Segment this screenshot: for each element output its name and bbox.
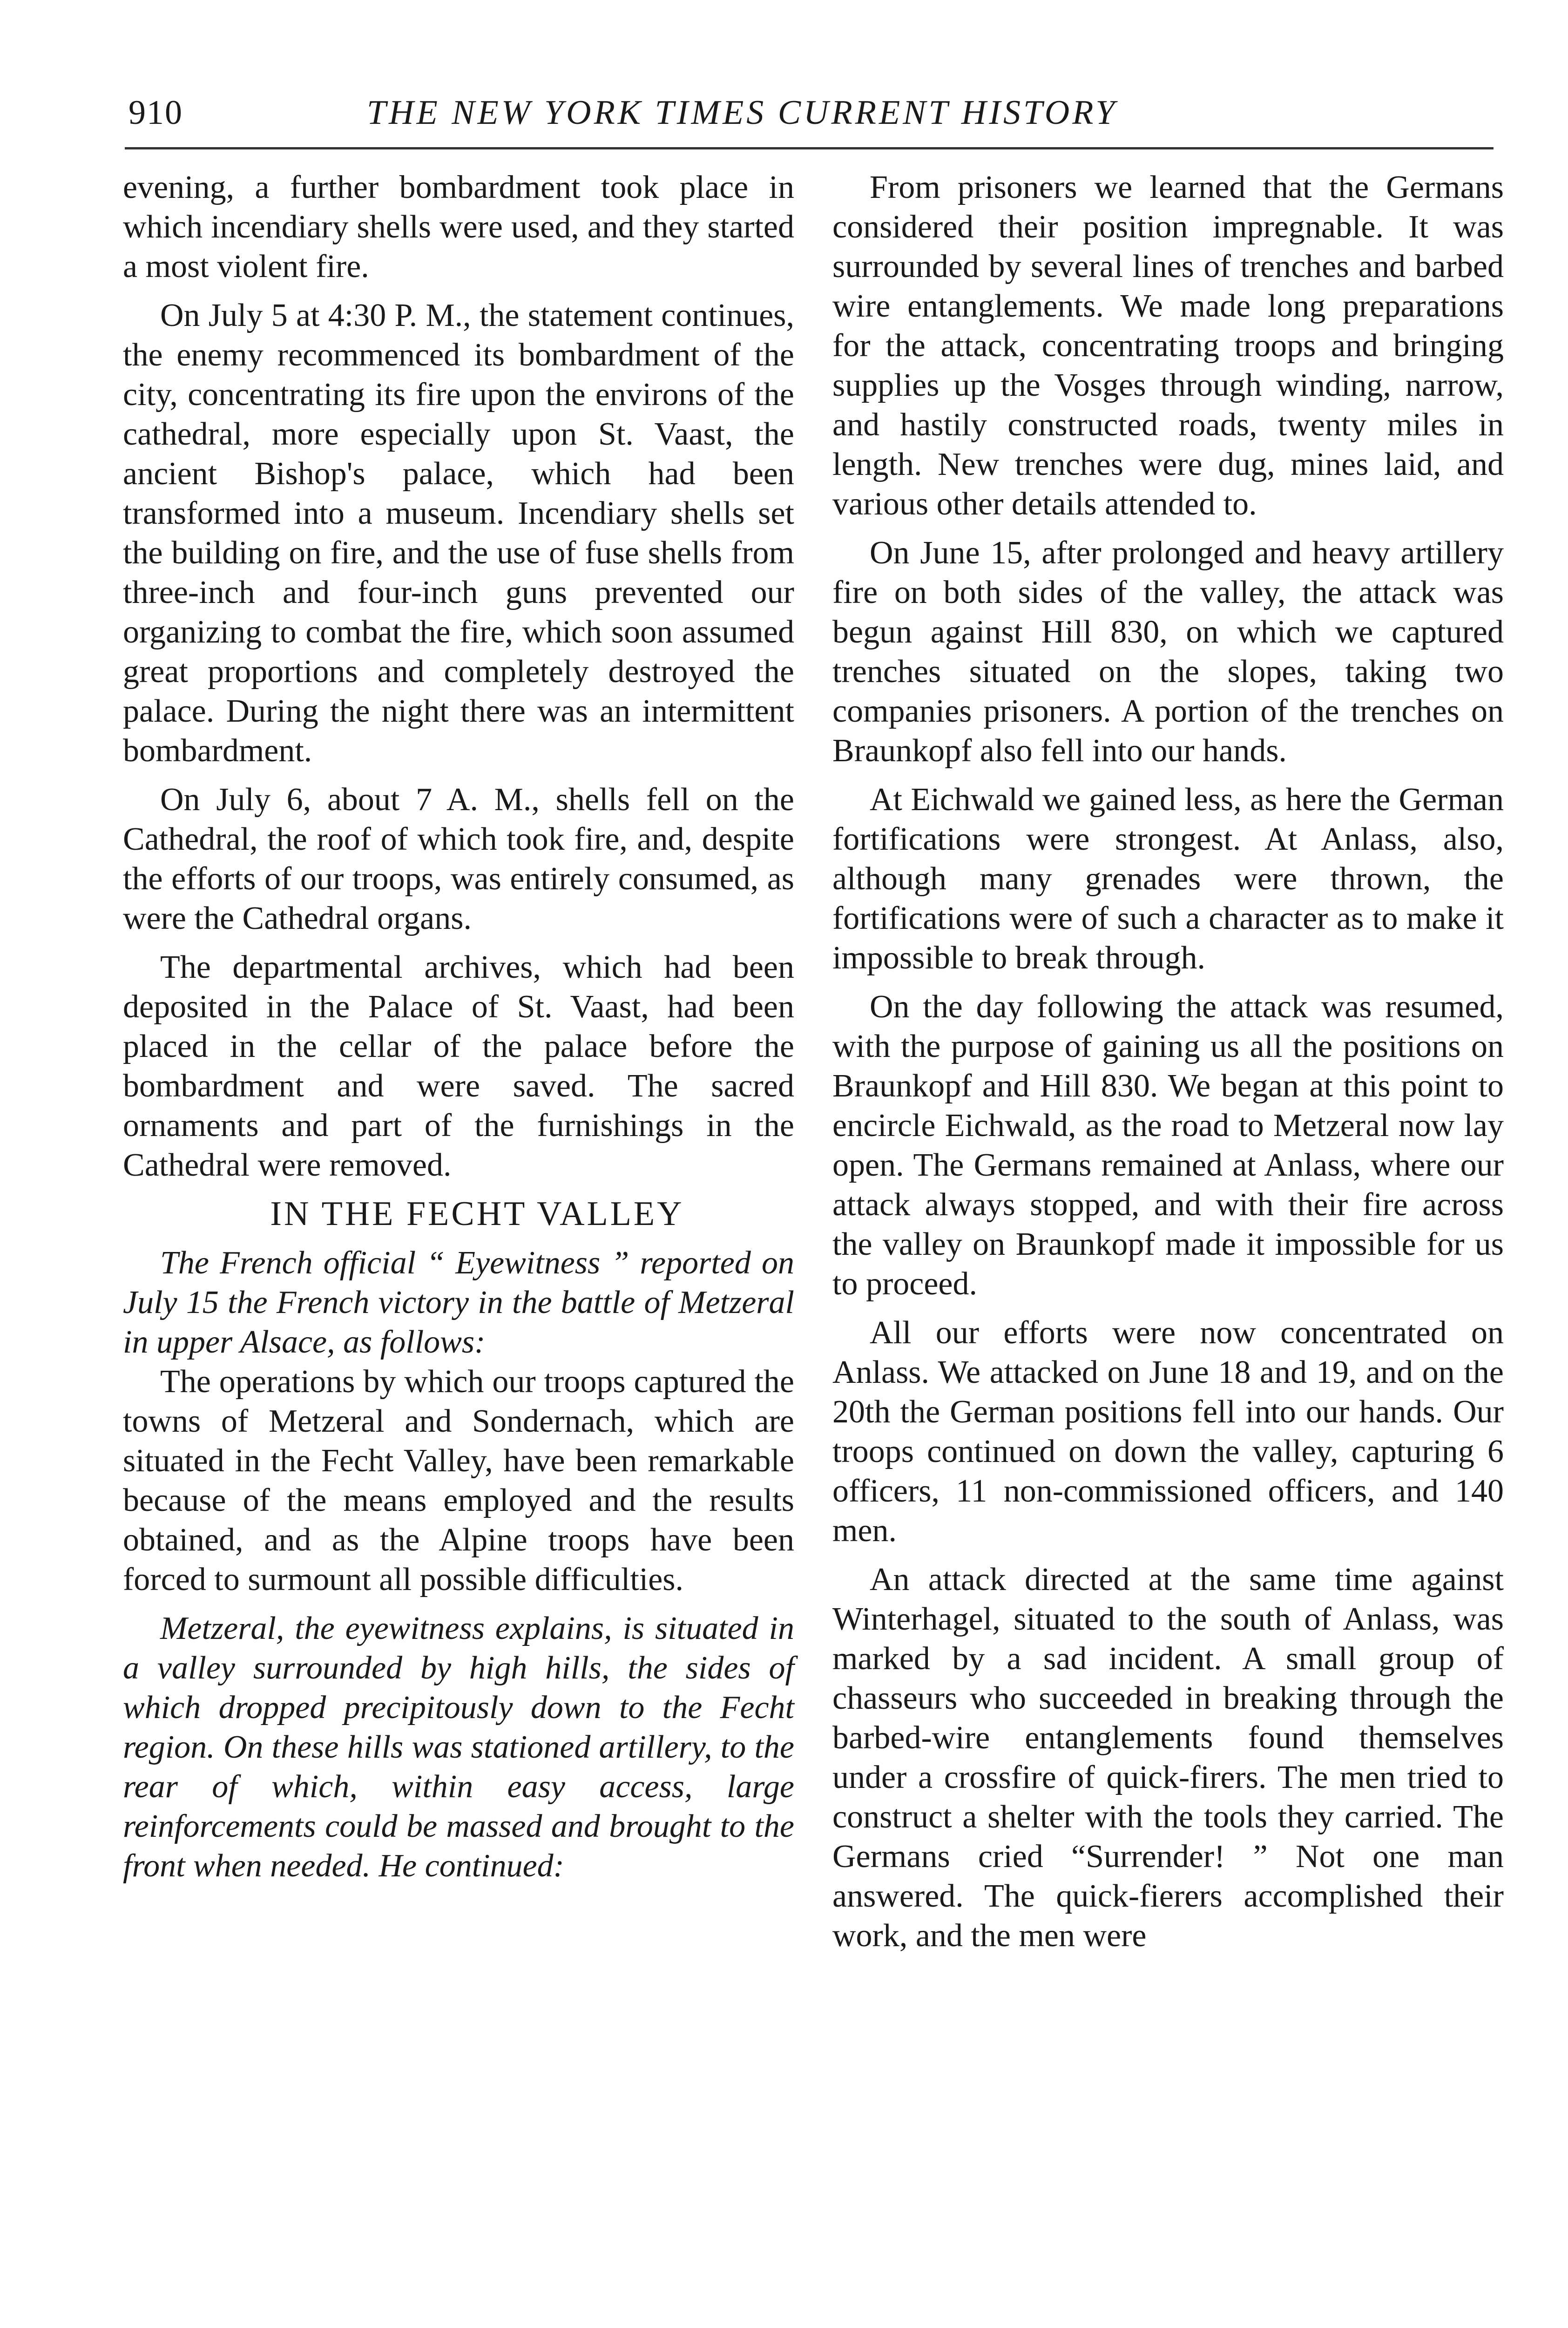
left-column bbox=[123, 168, 794, 1895]
paragraph: From prisoners we learned that the Germans considered their position impregnable. It was surrounded by several lines of trenches and barbed wire entanglements. We made long preparations for the attack, concentrating troops and bringing supplies up the Vosges through winding, narrow, and hastily constructed roads, twenty miles in length. New trenches were dug, mines laid, and various other details attended to. bbox=[832, 169, 1504, 522]
paragraph: On June 15, after prolonged and heavy artillery fire on both sides of the valley, the attack was begun against Hill 830, on which we captured trenches situated on the slopes, taking two companies prisoners. A portion of the trenches on Braunkopf also fell into our hands. bbox=[832, 535, 1504, 769]
paragraph: On July 5 at 4:30 P. M., the statement continues, the enemy recommenced its bombardment of the city, concentrating its fire upon the environs of the cathedral, more especially upon St. Vaast, the ancient Bishop's palace, which had been transformed into a museum. Incendiary shells set the building on fire, and the use of fuse shells from three-inch and four-inch guns prevented our organizing to combat the fire, which soon assumed great proportions and completely destroyed the palace. During the night there was an intermittent bombardment. bbox=[123, 298, 794, 769]
paragraph: On July 6, about 7 A. M., shells fell on the Cathedral, the roof of which took fire, and, despite the efforts of our troops, was entirely consumed, as were the Cathedral organs. bbox=[123, 782, 794, 936]
right-column bbox=[832, 168, 1504, 1965]
page-number: 910 bbox=[128, 94, 183, 132]
running-title: THE NEW YORK TIMES CURRENT HISTORY bbox=[367, 94, 1118, 132]
header-rule bbox=[125, 147, 1494, 149]
paragraph: On the day following the attack was resumed, with the purpose of gaining us all the positions on Braunkopf and Hill 830. We began at this point to encircle Eichwald, as the road to Metzeral now lay open. The Germans remained at Anlass, where our attack always stopped, and with their fire across the valley on Braunkopf made it impossible for us to proceed. bbox=[832, 989, 1504, 1302]
paragraph: The operations by which our troops captured the towns of Metzeral and Sondernach, which are situated in the Fecht Valley, have been remarkable because of the means employed and the results obtained, and as the Alpine troops have been forced to surmount all possible difficulties. bbox=[123, 1364, 794, 1597]
paragraph: An attack directed at the same time against Winterhagel, situated to the south of Anlass, was marked by a sad incident. A small group of chasseurs who succeeded in breaking through the barbed-wire entanglements found themselves under a crossfire of quick-firers. The men tried to construct a shelter with the tools they carried. The Germans cried “Surrender! ” Not one man answered. The quick-fierers accomplished their work, and the men were bbox=[832, 1562, 1504, 1954]
paragraph: At Eichwald we gained less, as here the German fortifications were strongest. At Anlass, also, although many grenades were thrown, the fortifications were of such a character as to make it impossible to break through. bbox=[832, 782, 1504, 976]
intro-italic-paragraph: The French official “ Eyewitness ” reported on July 15 the French victory in the battle of Metzeral in upper Alsace, as follows: bbox=[123, 1245, 794, 1360]
section-heading: IN THE FECHT VALLEY bbox=[270, 1195, 684, 1233]
closing-italic-paragraph: Metzeral, the eyewitness explains, is situated in a valley surrounded by high hills, the sides of which dropped precipitously down to the Fecht region. On these hills was stationed artillery, to the rear of which, within easy access, large reinforcements could be massed and brought to the front when needed. He continued: bbox=[123, 1611, 794, 1884]
paragraph: evening, a further bombardment took place in which incendiary shells were used, and they started a most violent fire. bbox=[123, 169, 794, 284]
page-header bbox=[125, 93, 1447, 149]
paragraph: All our efforts were now concentrated on Anlass. We attacked on June 18 and 19, and on the 20th the German positions fell into our hands. Our troops continued on down the valley, capturing 6 officers, 11 non-commissioned officers, and 140 men. bbox=[832, 1315, 1504, 1549]
paragraph: The departmental archives, which had been deposited in the Palace of St. Vaast, had been placed in the cellar of the palace before the bombardment and were saved. The sacred ornaments and part of the furnishings in the Cathedral were removed. bbox=[123, 949, 794, 1183]
